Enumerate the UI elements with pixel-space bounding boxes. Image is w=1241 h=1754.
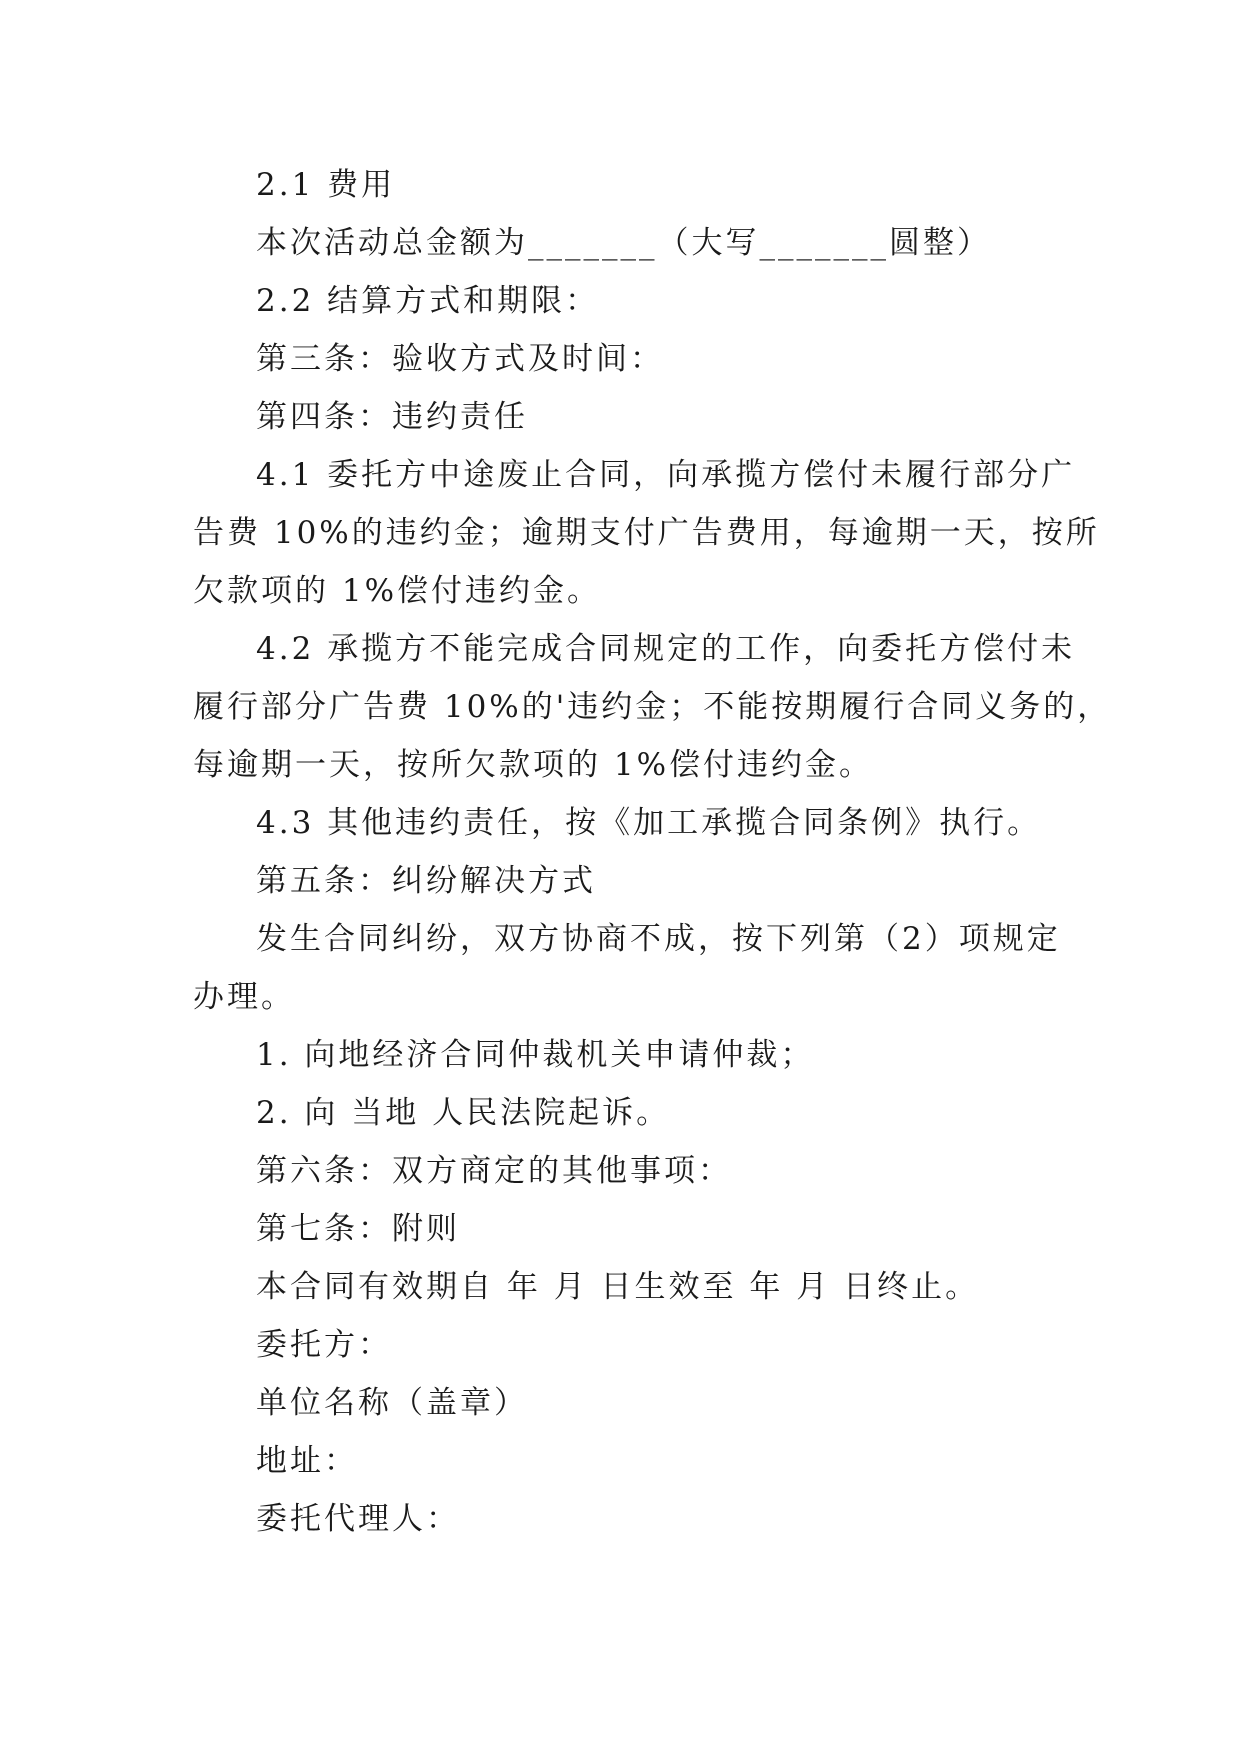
dispute-line-1: 发生合同纠纷，双方协商不成，按下列第（2）项规定 [256,921,1061,957]
article-7-heading: 第七条：附则 [256,1211,460,1247]
client-label: 委托方： [256,1327,392,1363]
clause-4-1-line-1: 4.1 委托方中途废止合同，向承揽方偿付未履行部分广 [256,457,1076,493]
validity-period-line: 本合同有效期自 年 月 日生效至 年 月 日终止。 [256,1269,980,1305]
dispute-option-1: 1. 向地经济合同仲裁机关申请仲裁； [256,1037,815,1073]
company-name-seal-label: 单位名称（盖章） [256,1385,528,1421]
agent-label: 委托代理人： [256,1501,460,1537]
total-amount-line: 本次活动总金额为_______（大写_______圆整） [256,225,991,261]
dispute-line-2: 办理。 [193,979,295,1015]
article-3-heading: 第三条：验收方式及时间： [256,341,664,377]
clause-4-3-line: 4.3 其他违约责任，按《加工承揽合同条例》执行。 [256,805,1042,841]
clause-2-2-heading: 2.2 结算方式和期限： [256,283,600,319]
dispute-option-2: 2. 向 当地 人民法院起诉。 [256,1095,671,1131]
clause-4-2-line-1: 4.2 承揽方不能完成合同规定的工作，向委托方偿付未 [256,631,1076,667]
clause-4-1-line-2: 告费 10%的违约金；逾期支付广告费用，每逾期一天，按所 [193,515,1100,551]
article-5-heading: 第五条：纠纷解决方式 [256,863,596,899]
address-label: 地址： [256,1443,358,1479]
clause-4-2-line-3: 每逾期一天，按所欠款项的 1%偿付违约金。 [193,747,874,783]
clause-2-1-heading: 2.1 费用 [256,167,396,203]
clause-4-1-line-3: 欠款项的 1%偿付违约金。 [193,573,602,609]
article-4-heading: 第四条：违约责任 [256,399,528,435]
article-6-heading: 第六条：双方商定的其他事项： [256,1153,732,1189]
clause-4-2-line-2: 履行部分广告费 10%的'违约金；不能按期履行合同义务的， [193,689,1112,725]
contract-body [193,156,1112,1548]
